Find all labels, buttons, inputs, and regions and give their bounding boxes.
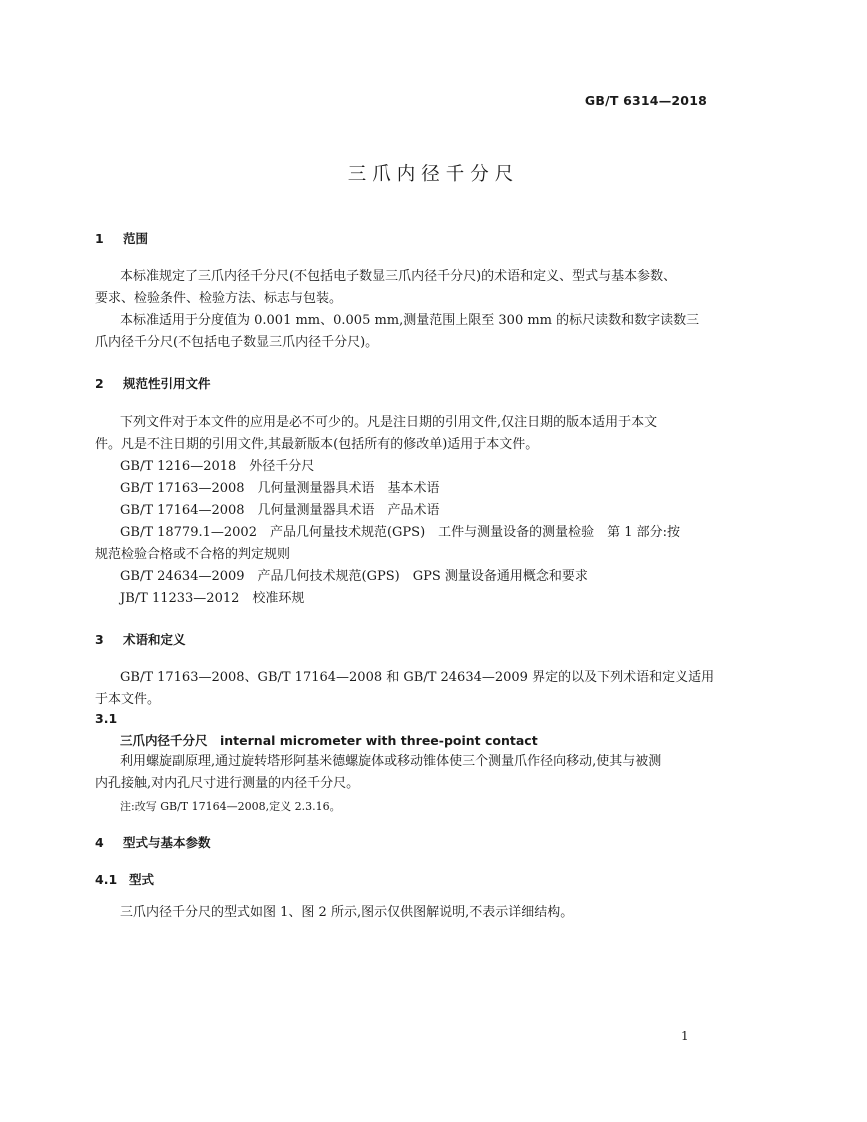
reference-item: GB/T 24634—2009 产品几何技术规范(GPS) GPS 测量设备通用概念和要求 — [120, 569, 588, 584]
paragraph: 爪内径千分尺(不包括电子数显三爪内径千分尺)。 — [95, 335, 379, 350]
reference-item: GB/T 17163—2008 几何量测量器具术语 基本术语 — [120, 481, 440, 496]
subsection-title: 型式 — [129, 872, 155, 887]
paragraph: 于本文件。 — [95, 692, 161, 707]
clause-number: 4.1 — [95, 872, 118, 887]
subsection-4-1-heading — [95, 870, 154, 888]
section-title: 规范性引用文件 — [123, 376, 211, 391]
page-number: 1 — [681, 1029, 689, 1043]
standard-number: GB/T 6314—2018 — [584, 93, 707, 108]
section-number: 2 — [95, 376, 104, 391]
reference-item-continued: 规范检验合格或不合格的判定规则 — [95, 547, 291, 562]
section-title: 范围 — [123, 231, 149, 246]
document-title: 三爪内径千分尺 — [347, 164, 520, 185]
reference-item: JB/T 11233—2012 校准环规 — [120, 591, 305, 606]
section-3-heading — [95, 630, 186, 648]
term-entry: 三爪内径千分尺 internal micrometer with three-point contact — [120, 733, 538, 748]
paragraph: 三爪内径千分尺的型式如图 1、图 2 所示,图示仅供图解说明,不表示详细结构。 — [120, 905, 574, 920]
section-2-heading — [95, 374, 211, 392]
section-1-heading — [95, 229, 148, 247]
paragraph: GB/T 17163—2008、GB/T 17164—2008 和 GB/T 24634—2009 界定的以及下列术语和定义适用 — [120, 670, 715, 685]
section-title: 型式与基本参数 — [123, 835, 211, 850]
reference-item: GB/T 18779.1—2002 产品几何量技术规范(GPS) 工件与测量设备的测量检验 第 1 部分:按 — [120, 525, 681, 540]
term-definition: 利用螺旋副原理,通过旋转塔形阿基米德螺旋体或移动锥体使三个测量爪作径向移动,使其与被测 — [120, 754, 662, 769]
reference-item: GB/T 1216—2018 外径千分尺 — [120, 459, 315, 474]
section-number: 4 — [95, 835, 104, 850]
section-number: 1 — [95, 231, 104, 246]
paragraph: 本标准适用于分度值为 0.001 mm、0.005 mm,测量范围上限至 300 mm 的标尺读数和数字读数三 — [120, 313, 700, 328]
section-title: 术语和定义 — [123, 632, 186, 647]
term-definition: 内孔接触,对内孔尺寸进行测量的内径千分尺。 — [95, 776, 360, 791]
paragraph: 本标准规定了三爪内径千分尺(不包括电子数显三爪内径千分尺)的术语和定义、型式与基本参数、 — [120, 269, 677, 284]
section-4-heading — [95, 833, 211, 851]
section-number: 3 — [95, 632, 104, 647]
paragraph: 下列文件对于本文件的应用是必不可少的。凡是注日期的引用文件,仅注日期的版本适用于本文 — [120, 415, 658, 430]
paragraph: 要求、检验条件、检验方法、标志与包装。 — [95, 291, 343, 306]
note: 注:改写 GB/T 17164—2008,定义 2.3.16。 — [120, 800, 341, 813]
paragraph: 件。凡是不注日期的引用文件,其最新版本(包括所有的修改单)适用于本文件。 — [95, 437, 539, 452]
reference-item: GB/T 17164—2008 几何量测量器具术语 产品术语 — [120, 503, 440, 518]
clause-number: 3.1 — [95, 711, 118, 726]
